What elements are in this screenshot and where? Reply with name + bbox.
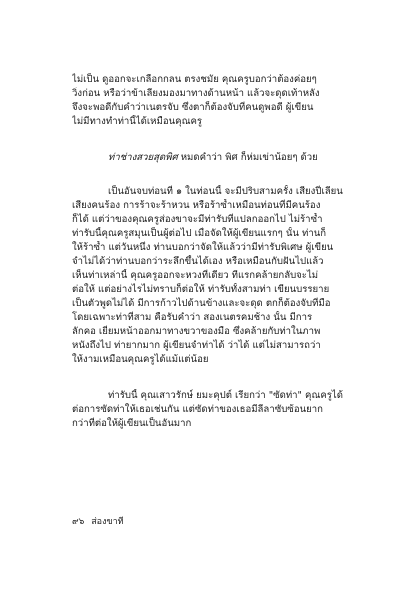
page-number: ๙๖ bbox=[72, 517, 85, 527]
text-line: ไม่เป็น ดูออกจะเกลือกกลน ตรงชมัย คุณครูบอกว่าต้องค่อยๆ bbox=[72, 74, 317, 85]
section-title: ส่องขาที bbox=[91, 517, 124, 527]
italic-quote: ท่าช่างสวยสุดพิศ bbox=[108, 152, 178, 163]
text-line: ไม่มีทางทำท่านี้ได้เหมือนคุณครู bbox=[72, 116, 203, 127]
text-line: โดยเฉพาะท่าที่สาม คือรับคำว่า สองเนตรคมช้าง นั้น มีการ bbox=[72, 312, 313, 323]
text-line: วิ่งก่อน หรือว่าข้าเลียงมองมาทางด้านหน้า แล้วจะดุดเท้าหลัง bbox=[72, 88, 320, 99]
text-line: ท่ารับนี้ คุณเสาวรักษ์ ยมะคุปต์ เรียกว่า "ซัดท่า" คุณครูได้ bbox=[108, 390, 343, 401]
text-line: เป็นอันจบท่อนที่ ๑ ในท่อนนี้ จะมีปริบสามครั้ง เสียงปี่เลียน bbox=[108, 186, 343, 197]
text-line: ให้งามเหมือนคุณครูได้แม้แต่น้อย bbox=[72, 354, 209, 365]
text-line: ให้ร้าซ้ำ แต่วันหนึ่ง ท่านบอกว่าจัดให้แล้วว่ามีท่ารับพิเศษ ผู้เขียน bbox=[72, 242, 334, 253]
text-line: หนังถึงไป ท่ายากมาก ผู้เขียนจำท่าได้ ว่าได้ แต่ไม่สามารถว่า bbox=[72, 340, 321, 351]
italic-quote-line: ท่าช่างสวยสุดพิศ หมดคำว่า พิศ ก็ห่มเข่าน้อยๆ ด้วย bbox=[108, 152, 318, 163]
text-line: เป็นตัวพูดไม่ได้ มีการก้าวไปด้านข้างและจะดุด ตกก็ต้องจับที่มือ bbox=[72, 298, 331, 309]
text-line: ก็ได้ แต่ว่าของคุณครูส่องขาจะมีท่ารับที่แปลกออกไป ไม่ร้าซ้ำ bbox=[72, 214, 323, 225]
text-line: จึงจะพอดีกับคำว่าเนตรจับ ซึ่งตาก็ต้องจับที่คนดูพอดี ผู้เขียน bbox=[72, 102, 314, 113]
text-line: ท่ารับนี้คุณครูสมุนเป็นผู้ต่อไป เมื่อจัดให้ผู้เขียนแรกๆ นั้น ท่านก็ bbox=[72, 228, 327, 239]
text-line: เสียงคนร้อง การร้าจะร้าหวน หรือร้าซ้ำเหมือนท่อนที่มีคนร้อง bbox=[72, 200, 321, 211]
text-line: กว่าที่ต่อให้ผู้เขียนเป็นอันมาก bbox=[72, 418, 192, 429]
text-line: เห็นท่าเหล่านี้ คุณครูออกจะหวงที่เดียว ทีแรกคล้ายกลับจะไม่ bbox=[72, 270, 319, 281]
text-line: ลักคอ เยี่ยมหน้าออกมาทางขวาของมือ ซึ่งคล้ายกับท่าในภาพ bbox=[72, 326, 321, 337]
text-line: ต่อให้ แต่อย่างไรไม่ทราบก็ต่อให้ ท่ารับทั้งสามท่า เขียนบรรยาย bbox=[72, 284, 330, 295]
page-footer bbox=[72, 516, 124, 528]
text-line: จำไม่ได้ว่าท่านบอกว่าระลึกขึ้นได้เอง หรือเหมือนกับฝันไปแล้ว bbox=[72, 256, 324, 267]
text-line: ต่อการซัดท่าให้เธอเช่นกัน แต่ซัดท่าของเธอมีลีลาซับซ้อนยาก bbox=[72, 404, 323, 415]
